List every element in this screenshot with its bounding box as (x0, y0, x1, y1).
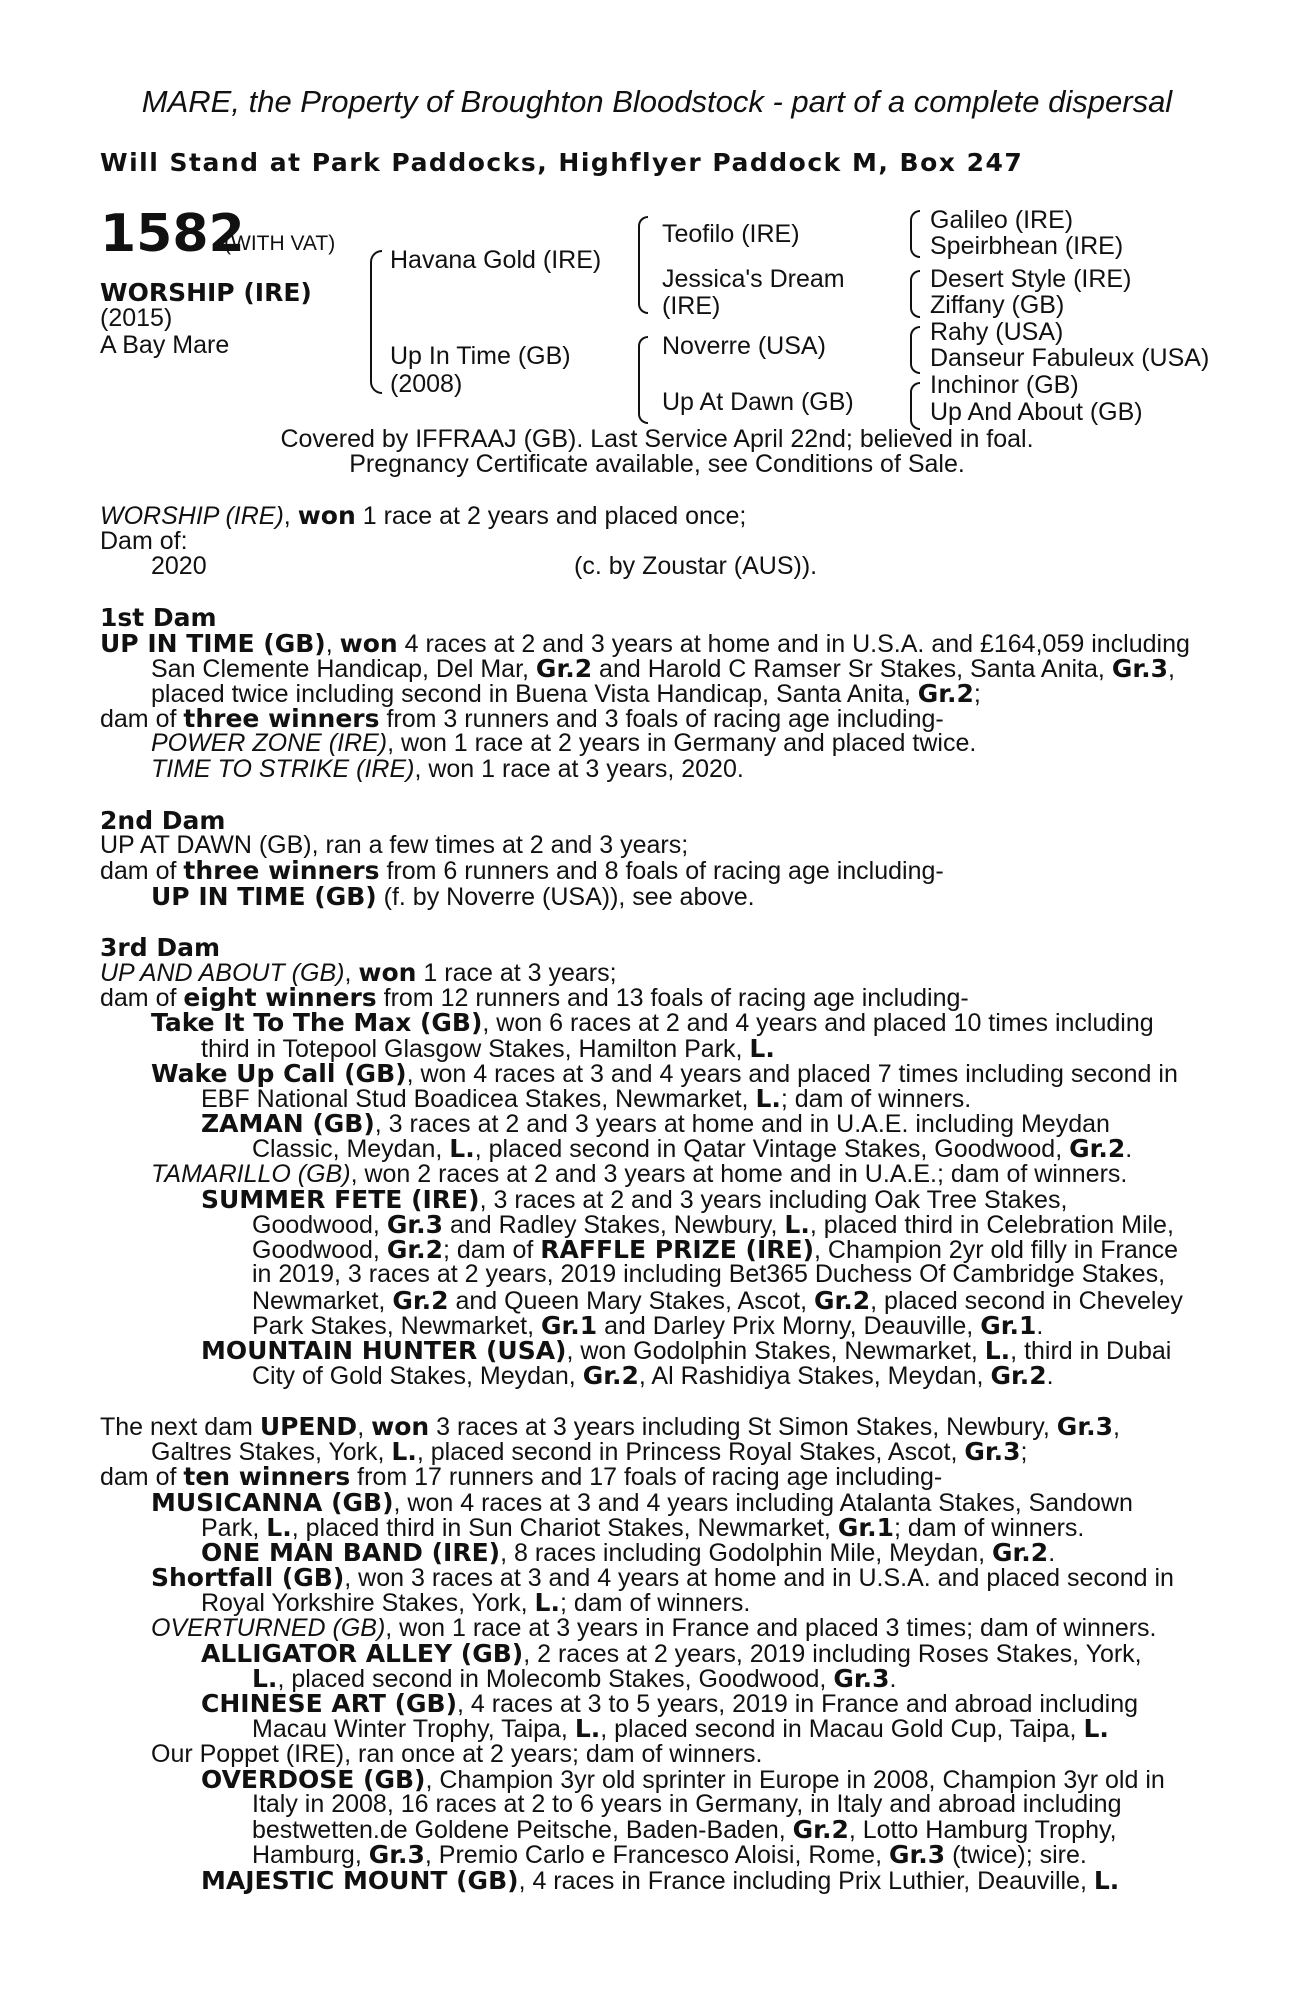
stabling-location: Will Stand at Park Paddocks, Highflyer Paddock M, Box 247 (100, 148, 1024, 177)
pedigree-brace (910, 270, 920, 318)
progeny-entry: Take It To The Max (GB), won 6 races at 2 and 4 years and placed 10 times including (151, 1008, 1154, 1037)
pedigree-sire-dam: Jessica's Dream (662, 265, 845, 293)
progeny-entry: MOUNTAIN HUNTER (USA), won Godolphin Stakes, Newmarket, L., third in Dubai (201, 1336, 1172, 1365)
progeny-entry: UP IN TIME (GB) (f. by Noverre (USA)), see above. (151, 882, 755, 911)
foaling-year: (2015) (100, 304, 173, 332)
progeny-entry: MAJESTIC MOUNT (GB), 4 races in France including Prix Luthier, Deauville, L. (201, 1866, 1120, 1895)
progeny-entry: ONE MAN BAND (IRE), 8 races including Godolphin Mile, Meydan, Gr.2. (201, 1538, 1056, 1567)
pedigree-brace (370, 250, 382, 394)
progeny-entry: OVERTURNED (GB), won 1 race at 3 years in France and placed 3 times; dam of winners. (151, 1614, 1157, 1642)
progeny-entry: ALLIGATOR ALLEY (GB), 2 races at 2 years, 2019 including Roses Stakes, York, (201, 1639, 1142, 1668)
produce-year: 2020 (151, 552, 207, 580)
worship-record: WORSHIP (IRE), won 1 race at 2 years and placed once; (100, 501, 747, 530)
pedigree-sire-sire: Teofilo (IRE) (662, 220, 800, 248)
pedigree-ddd: Up And About (GB) (930, 398, 1143, 426)
pedigree-dds: Inchinor (GB) (930, 371, 1079, 399)
progeny-entry: POWER ZONE (IRE), won 1 race at 2 years in Germany and placed twice. (151, 729, 977, 757)
progeny-entry: TAMARILLO (GB), won 2 races at 2 and 3 years at home and in U.A.E.; dam of winners. (151, 1160, 1128, 1188)
pedigree-brace (910, 210, 920, 258)
pedigree-brace (638, 216, 648, 314)
pedigree-dss: Rahy (USA) (930, 318, 1064, 346)
first-dam-heading: 1st Dam (100, 603, 217, 632)
pedigree-sss: Galileo (IRE) (930, 206, 1074, 234)
lot-number: 1582 (100, 204, 245, 264)
progeny-entry: OVERDOSE (GB), Champion 3yr old sprinter in Europe in 2008, Champion 3yr old in (201, 1765, 1165, 1794)
pedigree-ssd: Speirbhean (IRE) (930, 232, 1124, 260)
pedigree-sds: Desert Style (IRE) (930, 265, 1132, 293)
vat-note: (WITH VAT) (224, 232, 336, 255)
pedigree-sire-dam-country: (IRE) (662, 292, 721, 320)
progeny-entry: Our Poppet (IRE), ran once at 2 years; dam of winners. (151, 1740, 763, 1768)
horse-name: WORSHIP (IRE) (100, 278, 312, 307)
produce-description: (c. by Zoustar (AUS)). (574, 552, 818, 580)
pedigree-brace (638, 336, 648, 424)
pedigree-dsd: Danseur Fabuleux (USA) (930, 344, 1210, 372)
catalogue-header: MARE, the Property of Broughton Bloodstock - part of a complete dispersal (141, 84, 1173, 119)
progeny-entry: Shortfall (GB), won 3 races at 3 and 4 years at home and in U.S.A. and placed second in (151, 1563, 1174, 1592)
second-dam-heading: 2nd Dam (100, 806, 226, 835)
pedigree-sdd: Ziffany (GB) (930, 291, 1065, 319)
pedigree-dam: Up In Time (GB) (390, 342, 571, 370)
progeny-entry: ZAMAN (GB), 3 races at 2 and 3 years at home and in U.A.E. including Meydan (201, 1109, 1110, 1138)
covering-note: Covered by IFFRAAJ (GB). Last Service April 22nd; believed in foal. (280, 425, 1034, 453)
pregnancy-note: Pregnancy Certificate available, see Conditions of Sale. (349, 450, 965, 478)
pedigree-dam-sire: Noverre (USA) (662, 332, 826, 360)
pedigree-dam-year: (2008) (390, 370, 463, 398)
progeny-entry: TIME TO STRIKE (IRE), won 1 race at 3 years, 2020. (151, 755, 744, 783)
pedigree-dam-dam: Up At Dawn (GB) (662, 388, 854, 416)
dam-of-label: Dam of: (100, 527, 188, 555)
progeny-entry: SUMMER FETE (IRE), 3 races at 2 and 3 years including Oak Tree Stakes, (201, 1185, 1068, 1214)
pedigree-brace (910, 382, 920, 430)
progeny-entry: Wake Up Call (GB), won 4 races at 3 and 4 years and placed 7 times including second in (151, 1059, 1178, 1088)
horse-description: A Bay Mare (100, 331, 230, 359)
pedigree-sire: Havana Gold (IRE) (390, 246, 602, 274)
progeny-entry: MUSICANNA (GB), won 4 races at 3 and 4 years including Atalanta Stakes, Sandown (151, 1488, 1133, 1517)
pedigree-brace (910, 326, 920, 374)
progeny-entry: CHINESE ART (GB), 4 races at 3 to 5 years, 2019 in France and abroad including (201, 1689, 1139, 1718)
third-dam-heading: 3rd Dam (100, 933, 220, 962)
